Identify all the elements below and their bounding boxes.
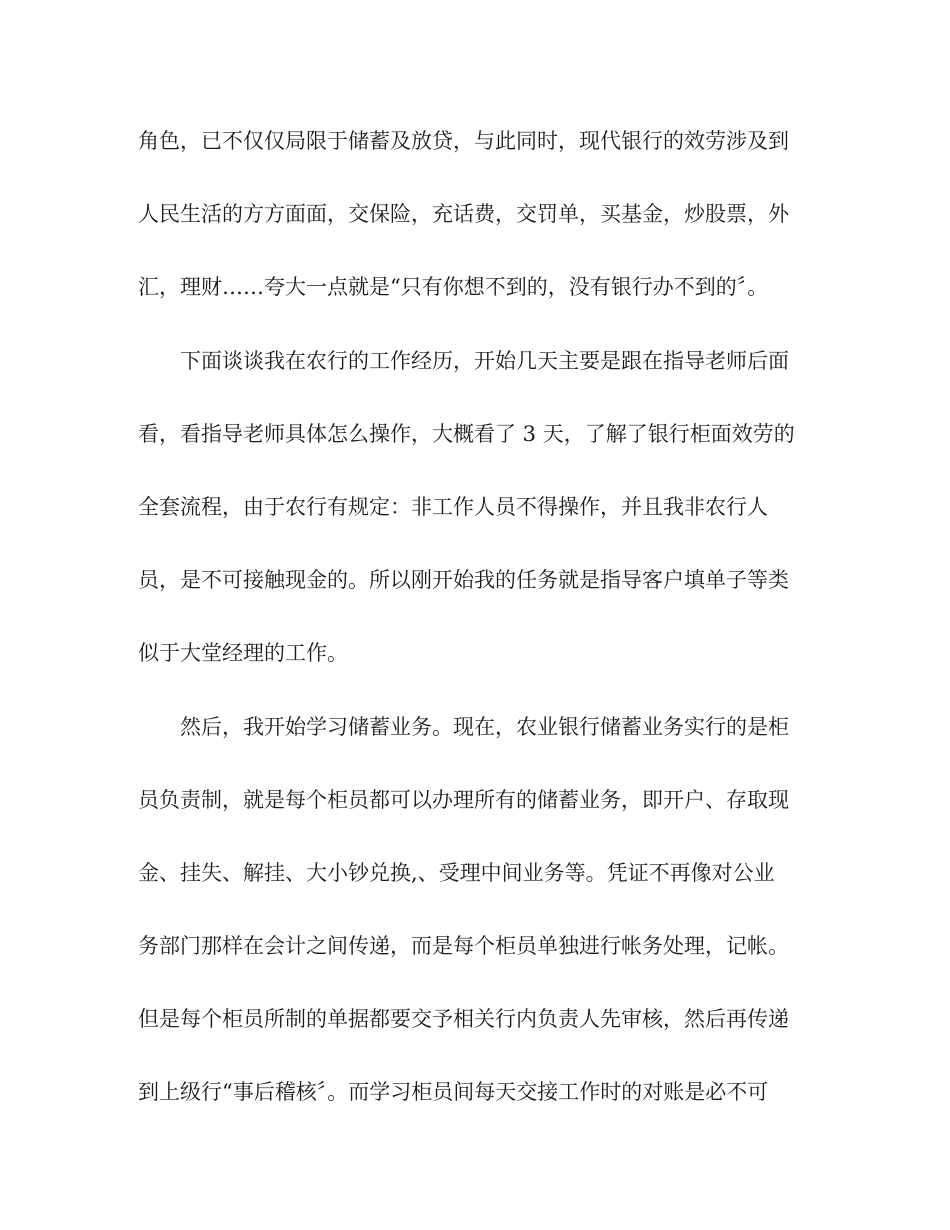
text-line: 金、挂失、解挂、大小钞兑换,、受理中间业务等。凭证不再像对公业: [138, 860, 775, 885]
text-line: 全套流程，由于农行有规定：非工作人员不得操作，并且我非农行人: [138, 494, 768, 519]
text-line: 看，看指导老师具体怎么操作，大概看了 3 天，了解了银行柜面效劳的: [138, 421, 795, 446]
paragraph-start-line: 然后，我开始学习储蓄业务。现在，农业银行储蓄业务实行的是柜: [180, 714, 789, 739]
text-line: 但是每个柜员所制的单据都要交予相关行内负责人先审核，然后再传递: [138, 1007, 789, 1032]
text-line: 似于大堂经理的工作。: [138, 641, 348, 666]
text-line: 到上级行“事后稽核〞。而学习柜员间每天交接工作时的对账是必不可: [138, 1080, 769, 1105]
text-line: 角色，已不仅仅局限于储蓄及放贷，与此同时，现代银行的效劳涉及到: [138, 129, 789, 153]
paragraph-start-line: 下面谈谈我在农行的工作经历，开始几天主要是跟在指导老师后面: [180, 348, 789, 373]
body-text: [138, 123, 818, 1148]
text-line: 员，是不可接触现金的。所以刚开始我的任务就是指导客户填单子等类: [138, 568, 789, 593]
text-line: 人民生活的方方面面，交保险，充话费，交罚单，买基金，炒股票，外: [138, 202, 789, 227]
text-line: 员负责制，就是每个柜员都可以办理所有的储蓄业务，即开户、存取现: [138, 787, 789, 812]
text-line: 务部门那样在会计之间传递，而是每个柜员单独进行帐务处理，记帐。: [138, 934, 789, 959]
text-line: 汇，理财……夸大一点就是“只有你想不到的，没有银行办不到的〞。: [138, 275, 769, 300]
